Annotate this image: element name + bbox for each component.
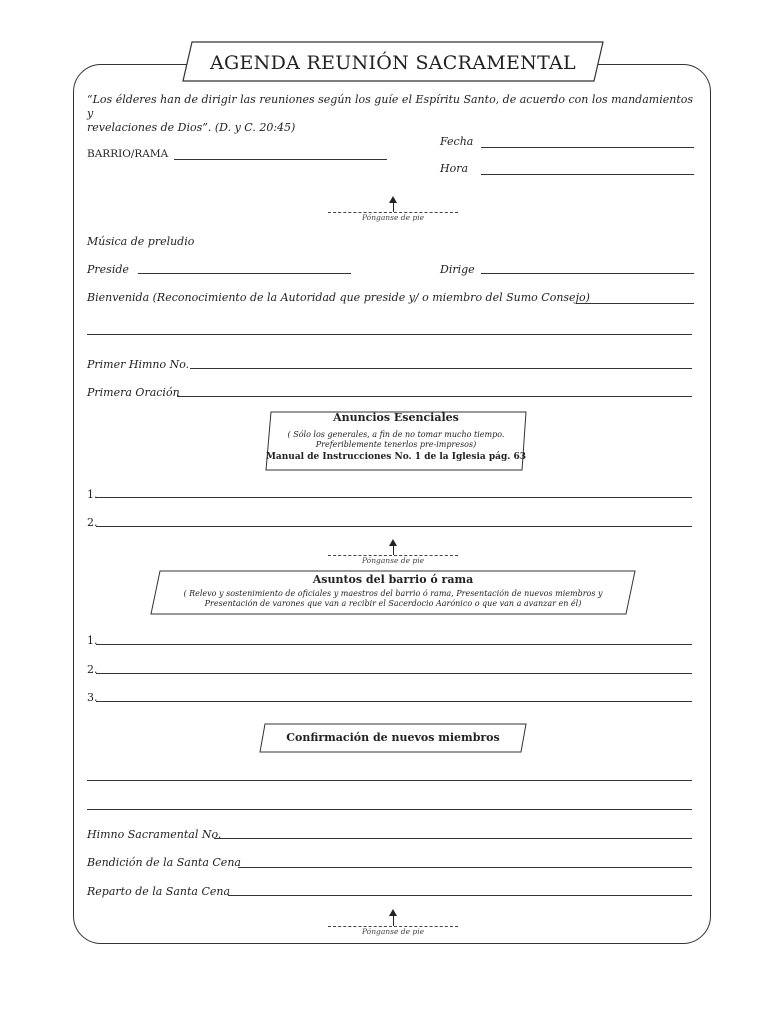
primer-himno-label: Primer Himno No. (87, 358, 190, 371)
quote-line-2: revelaciones de Dios”. (D. y C. 20:45) (87, 121, 296, 134)
asunto-number-2: 2. (87, 663, 98, 676)
asunto-number-1: 1. (87, 634, 98, 647)
quote-line-1: “Los élderes han de dirigir las reuniones según los guíe el Espíritu Santo, de acuerdo con los mandamientos y (87, 93, 694, 120)
anuncio-field-2[interactable] (96, 526, 692, 527)
confirmacion-box (259, 723, 527, 753)
reparto-field[interactable] (228, 895, 692, 896)
asunto-field-1[interactable] (96, 644, 692, 645)
bendicion-field[interactable] (238, 867, 692, 868)
bienvenida-field[interactable] (576, 303, 694, 304)
confirmacion-field-2[interactable] (87, 809, 692, 810)
bienvenida-label: Bienvenida (Reconocimiento de la Autoridad que preside y/ o miembro del Sumo Consejo) (87, 291, 590, 304)
asuntos-box (150, 570, 636, 615)
anuncios-sub-2: Preferiblemente tenerlos pre-impresos) (315, 440, 477, 449)
anuncio-field-1[interactable] (96, 497, 692, 498)
primera-oracion-label: Primera Oración (87, 386, 180, 399)
asunto-number-3: 3. (87, 691, 98, 704)
hora-field[interactable] (481, 174, 694, 175)
stand-label: Pónganse de pie (361, 927, 425, 936)
reparto-label: Reparto de la Santa Cena (87, 885, 231, 898)
confirmacion-field-1[interactable] (87, 780, 692, 781)
anuncios-box (265, 411, 527, 471)
himno-sacramental-field[interactable] (214, 838, 692, 839)
page-title: AGENDA REUNIÓN SACRAMENTAL (210, 52, 576, 74)
asuntos-title: Asuntos del barrio ó rama (312, 573, 474, 586)
anuncio-number-2: 2. (87, 516, 98, 529)
musica-label: Música de preludio (87, 235, 195, 248)
hora-label: Hora (440, 162, 469, 175)
confirmacion-title: Confirmación de nuevos miembros (286, 731, 500, 744)
anuncio-number-1: 1. (87, 488, 98, 501)
barrio-label: BARRIO/RAMA (87, 148, 169, 160)
dirige-field[interactable] (481, 273, 694, 274)
preside-field[interactable] (138, 273, 351, 274)
asuntos-sub-1: ( Relevo y sostenimiento de oficiales y maestros del barrio ó rama, Presentación de nuevos miembros y (183, 589, 603, 598)
arrow-stem (393, 202, 394, 212)
scripture-quote (87, 93, 697, 135)
primera-oracion-field[interactable] (177, 396, 692, 397)
fecha-label: Fecha (440, 135, 474, 148)
stand-label: Pónganse de pie (361, 213, 425, 222)
anuncios-manual: Manual de Instrucciones No. 1 de la Iglesia pág. 63 (265, 452, 527, 462)
anuncios-title: Anuncios Esenciales (333, 411, 459, 424)
arrow-stem (393, 545, 394, 555)
arrow-stem (393, 915, 394, 926)
barrio-field[interactable] (174, 159, 387, 160)
fecha-field[interactable] (481, 147, 694, 148)
asuntos-sub-2: Presentación de varones que van a recibir el Sacerdocio Aarónico o que van a avanzar en él) (204, 599, 582, 608)
bendicion-label: Bendición de la Santa Cena (87, 856, 241, 869)
bienvenida-field-line-2[interactable] (87, 334, 692, 335)
preside-label: Preside (87, 263, 129, 276)
primer-himno-field[interactable] (190, 368, 692, 369)
anuncios-sub-1: ( Sólo los generales, a fin de no tomar mucho tiempo. (287, 430, 505, 439)
himno-sacramental-label: Himno Sacramental No. (87, 828, 222, 841)
stand-label: Pónganse de pie (361, 556, 425, 565)
asunto-field-3[interactable] (96, 701, 692, 702)
asunto-field-2[interactable] (96, 673, 692, 674)
title-banner (182, 41, 604, 82)
dirige-label: Dirige (440, 263, 475, 276)
